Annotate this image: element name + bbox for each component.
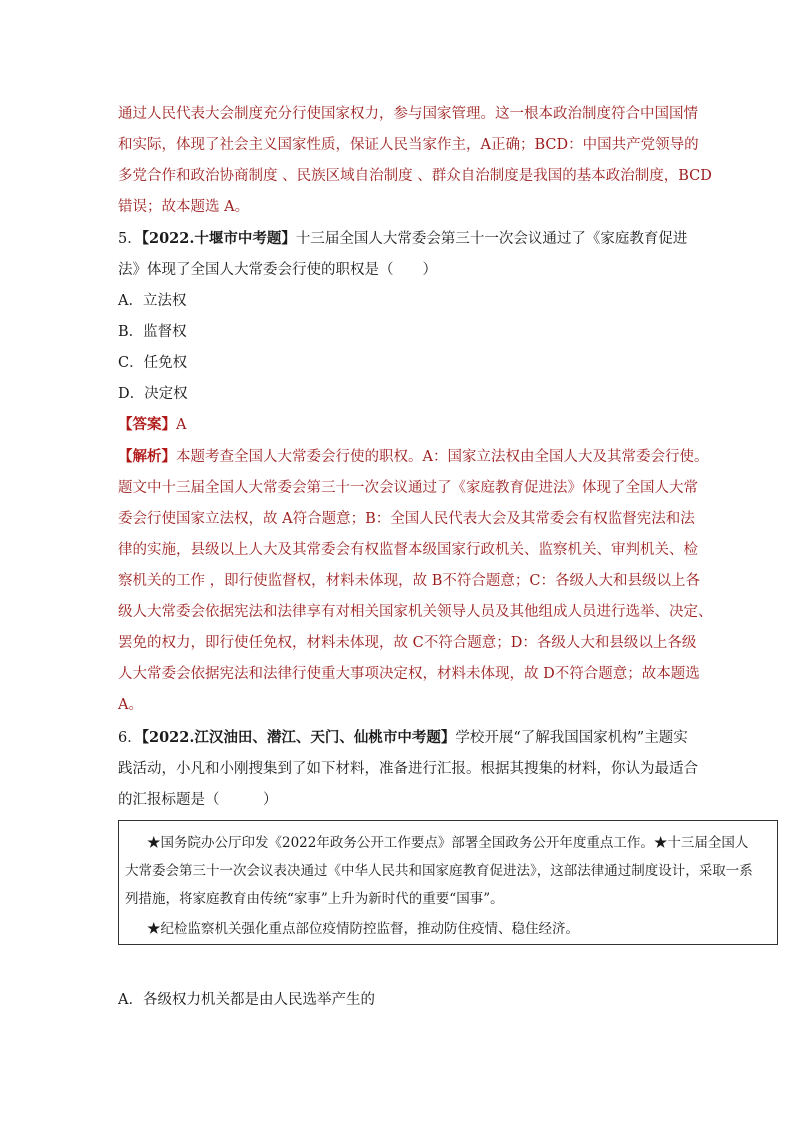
question-number: 6． — [118, 730, 142, 746]
option-a: A．各级权力机关都是由人民选举产生的 — [118, 992, 375, 1008]
material-line: ★国务院办公厅印发《2022年政务公开工作要点》部署全国政务公开年度重点工作。★十三届全国人 — [147, 835, 749, 851]
analysis-text: 本题考查全国人大常委会行使的职权。A：国家立法权由全国人大及其常委会行使。 — [176, 449, 709, 465]
question-source: 【2022.江汉油田、潜江、天门、仙桃市中考题】 — [141, 729, 456, 746]
prev-analysis-line: 和实际，体现了社会主义国家性质，保证人民当家作主，A正确；BCD：中国共产党领导的 — [118, 137, 699, 153]
option-c: C．任免权 — [118, 355, 188, 371]
answer-value: A — [176, 417, 187, 433]
analysis-line: 人大常委会依据宪法和法律行使重大事项决定权，材料未体现，故 D不符合题意；故本题选 — [118, 666, 700, 682]
question-number: 5． — [118, 231, 142, 247]
material-line: 大常委会第三十一次会议表决通过《中华人民共和国家庭教育促进法》，这部法律通过制度设计，采取一系 — [125, 863, 753, 879]
analysis-line: 罢免的权力，即行使任免权，材料未体现，故 C不符合题意；D：各级人大和县级以上各级 — [118, 635, 697, 651]
analysis-label: 【解析】 — [118, 448, 176, 465]
analysis-line: A。 — [118, 697, 143, 713]
material-box — [118, 820, 778, 945]
material-line: ★纪检监察机关强化重点部位疫情防控监督，推动防住疫情、稳住经济。 — [147, 921, 579, 937]
analysis-line: 律的实施，县级以上人大及其常委会有权监督本级国家行政机关、监察机关、审判机关、检 — [118, 542, 698, 558]
option-d: D．决定权 — [118, 386, 188, 402]
question-stem-text: 学校开展“了解我国国家机构”主题实 — [455, 730, 688, 746]
question-source: 【2022.十堰市中考题】 — [141, 230, 296, 247]
answer-line — [118, 415, 186, 435]
answer-label: 【答案】 — [118, 416, 176, 433]
analysis-line: 级人大常委会依据宪法和法律享有对相关国家机关领导人员及其他组成人员进行选举、决定、 — [118, 604, 713, 620]
question-6-stem — [118, 728, 688, 748]
material-line: 列措施，将家庭教育由传统“家事”上升为新时代的重要“国事”。 — [125, 891, 504, 907]
prev-analysis-line: 通过人民代表大会制度充分行使国家权力，参与国家管理。这一根本政治制度符合中国国情 — [118, 106, 698, 122]
option-b: B．监督权 — [118, 324, 187, 340]
analysis-line — [118, 447, 708, 467]
question-stem-text: 十三届全国人大常委会第三十一次会议通过了《家庭教育促进 — [295, 231, 688, 247]
question-6-stem-cont: 的汇报标题是（ ） — [118, 792, 278, 808]
analysis-line: 委会行使国家立法权，故 A符合题意；B：全国人民代表大会及其常委会有权监督宪法和法 — [118, 511, 695, 527]
analysis-line: 题文中十三届全国人大常委会第三十一次会议通过了《家庭教育促进法》体现了全国人大常 — [118, 480, 698, 496]
question-5-stem-cont: 法》体现了全国人大常委会行使的职权是（ ） — [118, 262, 437, 278]
question-6-stem-cont: 践活动，小凡和小刚搜集到了如下材料，准备进行汇报。根据其搜集的材料，你认为最适合 — [118, 761, 698, 777]
question-5-stem — [118, 229, 687, 249]
analysis-line: 察机关的工作 ，即行使监督权，材料未体现，故 B不符合题意；C：各级人大和县级以上各 — [118, 573, 700, 589]
option-a: A．立法权 — [118, 293, 187, 309]
prev-analysis-line: 多党合作和政治协商制度 、民族区域自治制度 、群众自治制度是我国的基本政治制度，BCD — [118, 168, 712, 184]
prev-analysis-line: 错误；故本题选 A。 — [118, 199, 250, 215]
